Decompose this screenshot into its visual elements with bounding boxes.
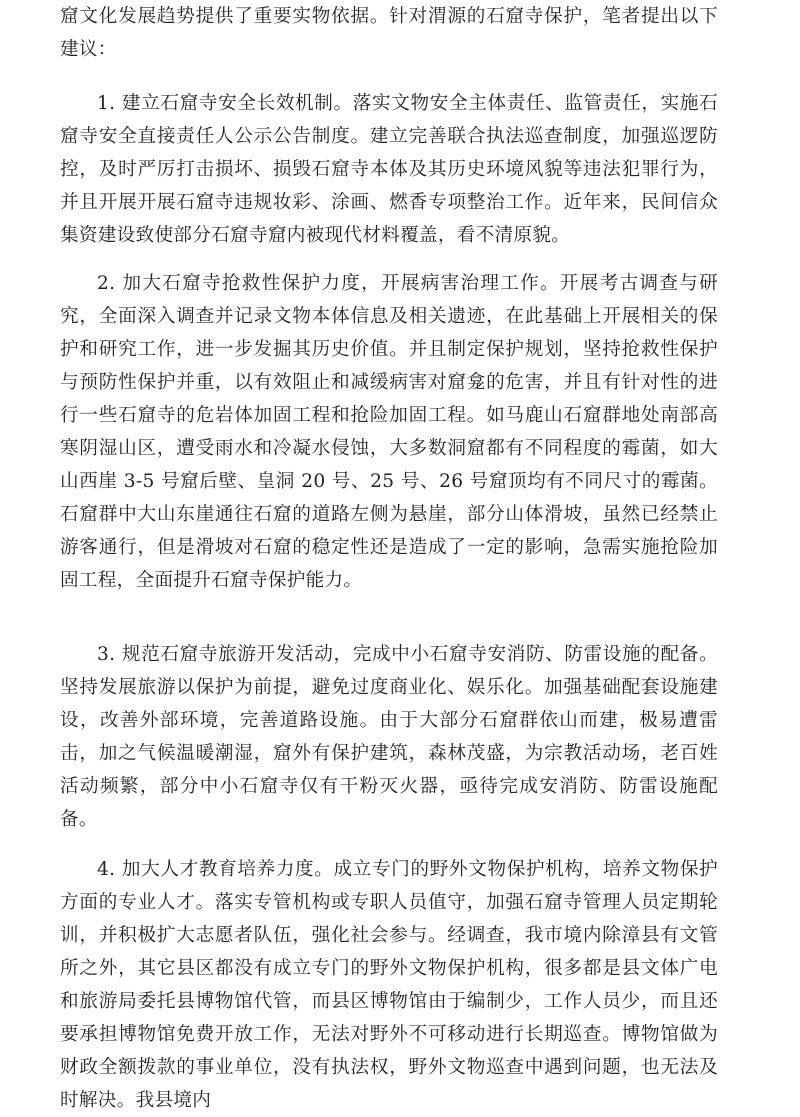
paragraph-recommendation-2: 2. 加大石窟寺抢救性保护力度，开展病害治理工作。开展考古调查与研究，全面深入调查并记录文物本体信息及相关遗迹，在此基础上开展相关的保护和研究工作，进一步发掘其历史价值。并且制定保护规划，坚持抢救性保护与预防性保护并重，以有效阻止和减缓病害对窟龛的危害，并且有针对性的进行一些石窟寺的危岩体加固工程和抢险加固工程。如马鹿山石窟群地处南部高寒阴湿山区，遭受雨水和冷凝水侵蚀，大多数洞窟都有不同程度的霉菌，如大山西崖 3-5 号窟后壁、皇洞 20 号、25 号、26 号窟顶均有不同尺寸的霉菌。石窟群中大山东崖通往石窟的道路左侧为悬崖，部分山体滑坡，虽然已经禁止游客通行，但是滑坡对石窟的稳定性还是造成了一定的影响，急需实施抢险加固工程，全面提升石窟寺保护能力。	[60, 273, 718, 591]
paragraph-recommendation-4: 4. 加大人才教育培养力度。成立专门的野外文物保护机构，培养文物保护方面的专业人才。落实专管机构或专职人员值守，加强石窟寺管理人员定期轮训，并积极扩大志愿者队伍，强化社会参与。经调查，我市境内除漳县有文管所之外，其它县区都没有成立专门的野外文物保护机构，很多都是县文体广电和旅游局委托县博物馆代管，而县区博物馆由于编制少，工作人员少，而且还要承担博物馆免费开放工作，无法对野外不可移动进行长期巡查。博物馆做为财政全额拨款的事业单位，没有执法权，野外文物巡查中遇到问题，也无法及时解决。我县境内	[60, 859, 718, 1111]
paragraph-recommendation-1: 1. 建立石窟寺安全长效机制。落实文物安全主体责任、监管责任，实施石窟寺安全直接责任人公示公告制度。建立完善联合执法巡查制度，加强巡逻防控，及时严厉打击损坏、损毁石窟寺本体及其历史环境风貌等违法犯罪行为，并且开展开展石窟寺违规妆彩、涂画、燃香专项整治工作。近年来，民间信众集资建设致使部分石窟寺窟内被现代材料覆盖，看不清原貌。	[60, 93, 718, 246]
paragraph-intro: 窟文化发展趋势提供了重要实物依据。针对渭源的石窟寺保护，笔者提出以下建议：	[60, 6, 718, 60]
paragraph-recommendation-3: 3. 规范石窟寺旅游开发活动，完成中小石窟寺安消防、防雷设施的配备。坚持发展旅游以保护为前提，避免过度商业化、娱乐化。加强基础配套设施建设，改善外部环境，完善道路设施。由于大部分石窟群依山而建，极易遭雷击，加之气候温暖潮湿，窟外有保护建筑，森林茂盛，为宗教活动场，老百姓活动频繁，部分中小石窟寺仅有干粉灭火器，亟待完成安消防、防雷设施配备。	[60, 644, 718, 830]
